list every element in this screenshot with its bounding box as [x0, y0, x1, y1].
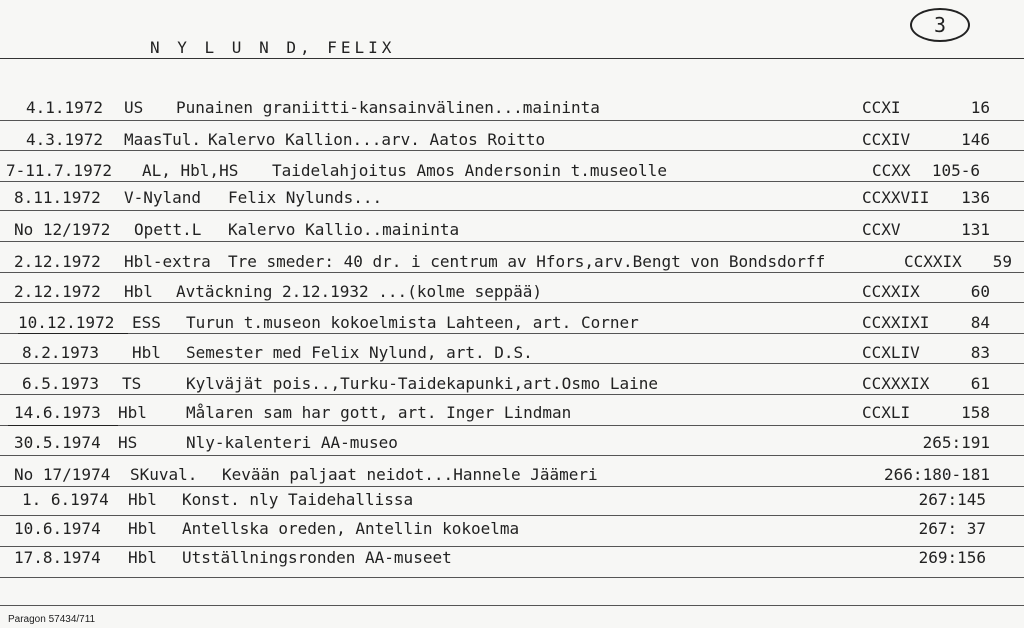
entry-source: Hbl — [124, 282, 153, 301]
entry-page: 269:156 — [918, 548, 986, 567]
entry-page: 59 — [992, 252, 1012, 271]
entry-ref: CCXLI — [862, 403, 911, 422]
entry-date: 8.2.1973 — [22, 343, 100, 362]
entry-date: 7-11.7.1972 — [6, 161, 112, 180]
entry-date: 6.5.1973 — [22, 374, 100, 393]
header-rule — [0, 58, 1024, 59]
card-number-circle: 3 — [910, 8, 970, 42]
entry-page: 267:145 — [918, 490, 986, 509]
entry-page: 131 — [961, 220, 990, 239]
entry-text: Avtäckning 2.12.1932 ...(kolme seppää) — [176, 282, 543, 301]
entry-source: SKuval. — [130, 465, 198, 484]
entry-page: 61 — [970, 374, 990, 393]
entry-row — [0, 548, 1024, 572]
entry-date: 14.6.1973 — [14, 403, 101, 422]
entry-date: 2.12.1972 — [14, 252, 101, 271]
row-rule — [0, 546, 1024, 547]
entry-row — [0, 465, 1024, 489]
entry-source: MaasTul. — [124, 130, 202, 149]
entry-text: Tre smeder: 40 dr. i centrum av Hfors,arv.Bengt von Bondsdorff — [228, 252, 826, 271]
entry-page: 265:191 — [922, 433, 990, 452]
entry-source: AL, Hbl,HS — [142, 161, 239, 180]
entry-date: No 17/1974 — [14, 465, 111, 484]
entry-source: Hbl — [118, 403, 147, 422]
entry-ref: CCXXVII — [862, 188, 930, 207]
entry-ref: CCXLIV — [862, 343, 920, 362]
entry-text: Konst. nly Taidehallissa — [182, 490, 414, 509]
entry-source: Hbl — [128, 519, 157, 538]
entry-ref: CCXV — [862, 220, 901, 239]
entry-source: Opett.L — [134, 220, 202, 239]
entry-source: US — [124, 98, 144, 117]
entry-ref: CCXIV — [862, 130, 911, 149]
entry-ref: CCXXIX — [862, 282, 920, 301]
entry-row — [0, 403, 1024, 427]
entry-row — [0, 490, 1024, 514]
entry-source: TS — [122, 374, 142, 393]
entry-text: Nly-kalenteri AA-museo — [186, 433, 398, 452]
entry-source: Hbl — [128, 490, 157, 509]
entry-date: 2.12.1972 — [14, 282, 101, 301]
entry-text: Taidelahjoitus Amos Andersonin t.museolle — [272, 161, 667, 180]
entry-source: ESS — [132, 313, 161, 332]
entry-ref: CCXXIX — [904, 252, 962, 271]
entry-ref: CCXX — [872, 161, 911, 180]
entry-page: 266:180-181 — [884, 465, 990, 484]
entry-page: 84 — [970, 313, 990, 332]
entry-date: 4.1.1972 — [26, 98, 104, 117]
entry-date: 8.11.1972 — [14, 188, 101, 207]
entry-text: Kevään paljaat neidot...Hannele Jäämeri — [222, 465, 598, 484]
entry-text: Målaren sam har gott, art. Inger Lindman — [186, 403, 572, 422]
entry-text: Antellska oreden, Antellin kokoelma — [182, 519, 520, 538]
entry-source: V-Nyland — [124, 188, 202, 207]
entry-text: Kalervo Kallion...arv. Aatos Roitto — [208, 130, 546, 149]
entry-row — [0, 220, 1024, 244]
entry-ref: CCXI — [862, 98, 901, 117]
entry-row — [0, 98, 1024, 122]
entry-source: Hbl — [128, 548, 157, 567]
entry-date: No 12/1972 — [14, 220, 111, 239]
entry-date: 10.6.1974 — [14, 519, 101, 538]
entry-source: Hbl-extra — [124, 252, 211, 271]
entry-row — [0, 313, 1024, 337]
entry-page: 146 — [961, 130, 990, 149]
entry-text: Kalervo Kallio..maininta — [228, 220, 460, 239]
entry-date: 1. 6.1974 — [22, 490, 109, 509]
entry-text: Semester med Felix Nylund, art. D.S. — [186, 343, 533, 362]
entry-date: 10.12.1972 — [18, 313, 115, 332]
entry-row — [0, 161, 1024, 185]
printer-footer: Paragon 57434/711 — [8, 614, 96, 625]
entry-page: 83 — [970, 343, 990, 362]
entry-source: HS — [118, 433, 138, 452]
entry-row — [0, 343, 1024, 367]
entry-date: 4.3.1972 — [26, 130, 104, 149]
card-title: N Y L U N D, FELIX — [150, 38, 396, 57]
entry-page: 136 — [961, 188, 990, 207]
row-rule — [0, 577, 1024, 578]
entry-row — [0, 252, 1024, 276]
entry-row — [0, 374, 1024, 398]
entry-row — [0, 519, 1024, 543]
entry-page: 105-6 — [931, 161, 980, 180]
entry-source: Hbl — [132, 343, 161, 362]
row-rule — [0, 605, 1024, 606]
entry-row — [0, 188, 1024, 212]
entry-ref: CCXXIXI — [862, 313, 930, 332]
entry-date: 30.5.1974 — [14, 433, 101, 452]
entry-row — [0, 282, 1024, 306]
entry-row — [0, 130, 1024, 154]
entry-page: 267: 37 — [918, 519, 986, 538]
entry-ref: CCXXXIX — [862, 374, 930, 393]
entry-text: Utställningsronden AA-museet — [182, 548, 452, 567]
entry-page: 158 — [961, 403, 990, 422]
entry-page: 60 — [970, 282, 990, 301]
entry-text: Kylväjät pois..,Turku-Taidekapunki,art.Osmo Laine — [186, 374, 659, 393]
entry-text: Felix Nylunds... — [228, 188, 383, 207]
entry-text: Punainen graniitti-kansainvälinen...maininta — [176, 98, 600, 117]
entry-date: 17.8.1974 — [14, 548, 101, 567]
row-rule — [0, 515, 1024, 516]
entry-row — [0, 433, 1024, 457]
entry-text: Turun t.museon kokoelmista Lahteen, art. Corner — [186, 313, 639, 332]
entry-page: 16 — [970, 98, 990, 117]
